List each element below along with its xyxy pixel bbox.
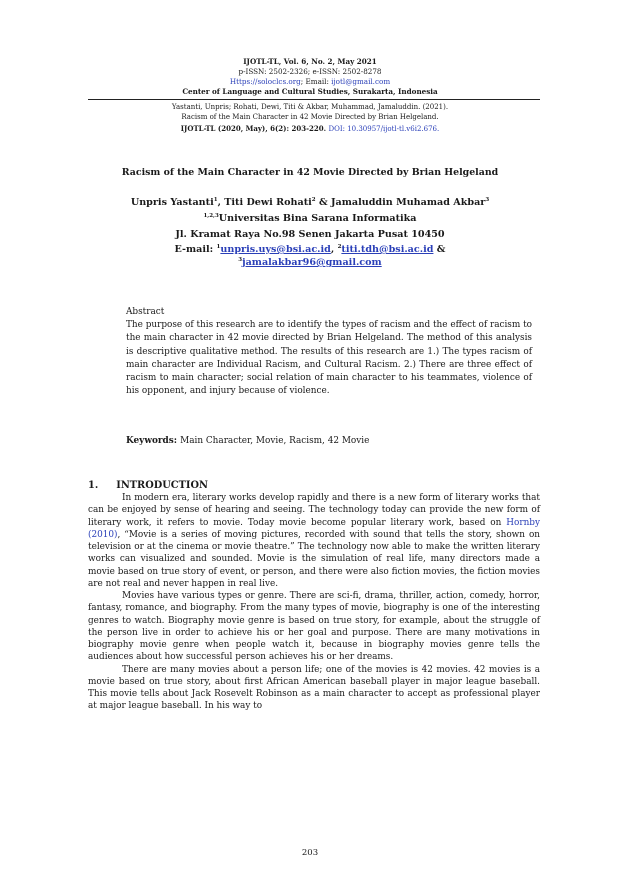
author-email-link[interactable]: unpris.uys@bsi.ac.id: [220, 244, 331, 255]
author-name: Unpris Yastanti: [130, 197, 214, 208]
header-divider: [88, 99, 540, 100]
paper-title: Racism of the Main Character in 42 Movie Directed by Brian Helgeland: [121, 167, 499, 178]
author-email-link[interactable]: titi.tdh@bsi.ac.id: [341, 244, 434, 255]
abstract-section: [126, 306, 532, 398]
keywords-line: [126, 435, 532, 448]
journal-issn-line: p-ISSN: 2502-2326; e-ISSN: 2502-8278: [238, 67, 382, 76]
journal-contact-line: [0, 77, 620, 87]
abstract-text: The purpose of this research are to identify the types of racism and the effect of racism to the main character in 42 movie directed by Brian Helgeland. The method of this analysis is descriptive qualitative method. The results of this research are 1.) The types racism of main character are Individual Racism, and Cultural Racism. 2.) There are three effect of racism to main character; social relation of main character to his teammates, violence of his opponent, and injury because of violence.: [126, 320, 532, 397]
email-line: E-mail: $^1$unpris.uys@bsi.ac.id, $^2$titi.tdh@bsi.ac.id &: [174, 243, 446, 255]
journal-url-link[interactable]: Https://soloclcs.org: [229, 77, 301, 86]
section-heading: 1. INTRODUCTION: [88, 480, 208, 491]
email-label: ; Email:: [300, 77, 332, 86]
citation-link[interactable]: Hornby (2010): [88, 517, 540, 540]
citation-line-3: [0, 124, 620, 135]
journal-email-link[interactable]: ijotl@gmail.com: [331, 77, 391, 86]
citation-line-2: Racism of the Main Character in 42 Movie Directed by Brian Helgeland.: [181, 113, 439, 121]
citation-line-1: Yastanti, Unpris; Rohati, Dewi, Titi & Akbar, Muhammad, Jamaluddin. (2021).: [171, 103, 449, 111]
citation-source: IJOTL-TL (2020, May), 6(2): 203-220.: [180, 124, 329, 133]
journal-center-line: Center of Language and Cultural Studies, Surakarta, Indonesia: [182, 87, 438, 96]
page-number: 203: [301, 848, 319, 858]
author-name: Jamaluddin Muhamad Akbar: [330, 197, 486, 208]
affiliation-line: $^{1,2,3}$Universitas Bina Sarana Informatika: [203, 212, 417, 224]
paragraph-2: Movies have various types or genre. There are sci-fi, drama, thriller, action, comedy, horror, fantasy, romance, and biography. From the many types of movie, biography is one of the interesting genres to watch. Biography movie genre is based on true story, for example, about the struggle of the person live in order to achieve his or her goal and purpose. There are many motivations in biography movie genre when people watch it, because in biography movies genre tells the audiences about how successful person achieves his or her dreams.: [88, 591, 540, 663]
keywords-text: Main Character, Movie, Racism, 42 Movie: [180, 436, 370, 446]
keywords-label: Keywords:: [126, 436, 181, 446]
paragraph-3: There are many movies about a person life; one of the movies is 42 movies. 42 movies is a movie based on true story, about first African American baseball player in major league baseball. This movie tells about Jack Rosevelt Robinson as a main character to accept as professional player at major league baseball. In his way to: [88, 664, 540, 712]
doi-link[interactable]: DOI: 10.30957/ijotl-tl.v6i2.676.: [328, 125, 440, 133]
author-name: Titi Dewi Rohati: [224, 197, 312, 208]
author-line: Unpris Yastanti$^1$, Titi Dewi Rohati$^2$ & Jamaluddin Muhamad Akbar$^3$: [130, 196, 490, 208]
paragraph-1: In modern era, literary works develop rapidly and there is a new form of literary works that can be enjoyed by sense of hearing and seeing. The technology today can provide the new form of literary work, it refers to movie. Today movie become popular literary work, based on Hornby (2010), “Movie is a series of moving pictures, recorded with sound that tells the story, shown on television or at the cinema or movie theatre.” The technology now able to make the written literary works can visualized and sounded. Movie is the simulation of real life, many directors made a movie based on true story of event, or person, and there were also fiction movies, the fiction movies are not real and never happen in real live.: [88, 493, 540, 589]
author-email-link[interactable]: jamalakbar96@gmail.com: [242, 257, 382, 268]
abstract-heading: Abstract: [126, 307, 165, 317]
email-line-2: $^3$jamalakbar96@gmail.com: [238, 256, 382, 268]
address-line: Jl. Kramat Raya No.98 Senen Jakarta Pusat 10450: [175, 229, 445, 240]
journal-volume-line: IJOTL-TL, Vol. 6, No. 2, May 2021: [243, 57, 377, 66]
body-text: [88, 492, 540, 713]
